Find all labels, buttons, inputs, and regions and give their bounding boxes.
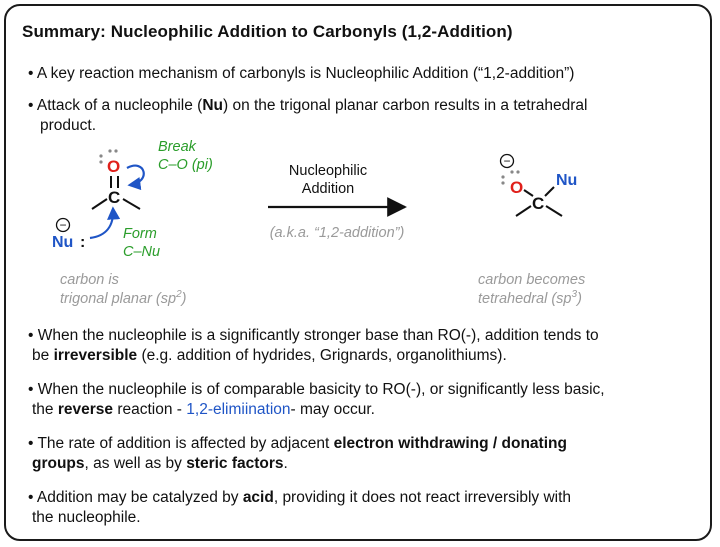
product-alkoxide [478,154,585,307]
form-bond-arrow [90,209,113,238]
bullet-5-bold-2: groups [32,455,85,472]
bullet-5-bold-3: steric factors [186,455,284,472]
reactant-nucleophile: Nu [52,234,74,251]
product-nucleophile: Nu [556,172,578,189]
o-lone-pair-dot [99,160,102,163]
bullet-2-post: ) on the trigonal planar carbon results in a tetrahedral [222,97,588,114]
o-minus-sign: − [503,154,511,168]
product-carbon-atom: C [532,194,545,213]
reactant-carbonyl [52,139,213,307]
bullet-5-pre: • The rate of addition is affected by adjacent [28,435,334,452]
aka-label: (a.k.a. “1,2-addition”) [269,225,405,241]
product-caption-2: tetrahedral $(sp^3)$ [478,289,582,307]
reactant-caption-2: trigonal planar $(sp^2)$ [60,289,187,307]
bullet-4-mid: reaction - [113,401,187,418]
bullet-6-line-2: the nucleophile. [32,509,141,526]
bullet-2-line-2: product. [40,117,97,134]
nu-lone-pair: : [80,234,86,251]
c-substituent-bond-left [92,199,107,209]
bullet-3-pre: be [32,347,54,364]
bullet-3-bold: irreversible [53,347,138,364]
c-substituent-bond-right [123,199,140,209]
break-label-1: Break [158,139,196,155]
reactant-caption-1: carbon is [60,272,119,288]
bullet-6-bold: acid [242,489,274,506]
product-caption-1: carbon becomes [478,272,586,288]
bullet-6-line-1 [28,488,688,508]
o-lone-pair-dot [516,170,519,173]
bullet-5-line-2 [32,454,692,474]
bullet-5-bold: electron withdrawing / donating [333,435,567,452]
bullet-2-nu: Nu [202,97,223,114]
o-lone-pair-dot [510,170,513,173]
bullet-2-pre: • Attack of a nucleophile ( [28,97,203,114]
c-substituent-bond-left [516,206,531,216]
nu-minus-sign: − [59,218,67,232]
o-lone-pair-dot [114,149,117,152]
bullet-3-post: (e.g. addition of hydrides, Grignards, organolithiums). [137,347,507,364]
bullet-1: • A key reaction mechanism of carbonyls is Nucleophilic Addition (“1,2-addition”) [28,65,575,82]
arrow-label-2: Addition [301,181,355,197]
bullet-4-bold: reverse [57,401,114,418]
form-label-1: Form [123,226,157,242]
bullet-4-pre: the [32,401,58,418]
product-oxygen-atom: O [510,178,524,197]
elimination-link[interactable]: 1,2-elimiination [186,401,291,418]
reactant-oxygen-atom: O [107,157,121,176]
bullet-6-pre: • Addition may be catalyzed by [28,489,243,506]
bullet-5-mid: , as well as by [84,455,187,472]
c-substituent-bond-right [546,206,562,216]
form-label-2: C–Nu [123,244,161,260]
reaction-arrow-group [268,163,405,241]
bullet-5-line-1 [28,434,688,454]
break-label-2: C–O (pi) [158,157,213,173]
bullet-4-line-1: • When the nucleophile is of comparable basicity to RO(-), or significantly less basic, [28,381,605,398]
bullet-5-post: . [283,455,288,472]
o-lone-pair-dot [501,175,504,178]
break-pi-arrow [127,166,144,185]
page-title: Summary: Nucleophilic Addition to Carbonyls (1,2-Addition) [22,22,513,41]
o-lone-pair-dot [501,181,504,184]
o-lone-pair-dot [108,149,111,152]
reactant-carbon-atom: C [108,188,121,207]
o-lone-pair-dot [99,154,102,157]
c-nu-bond [545,187,554,196]
arrow-label-1: Nucleophilic [288,163,368,179]
bullet-6-post: , providing it does not react irreversibly with [273,489,572,506]
bullet-4-line-2 [32,400,692,420]
bullet-4-post: - may occur. [290,401,375,418]
bullet-3-line-1: • When the nucleophile is a significantly stronger base than RO(-), addition tends to [28,327,599,344]
bullet-3-line-2 [32,346,692,366]
